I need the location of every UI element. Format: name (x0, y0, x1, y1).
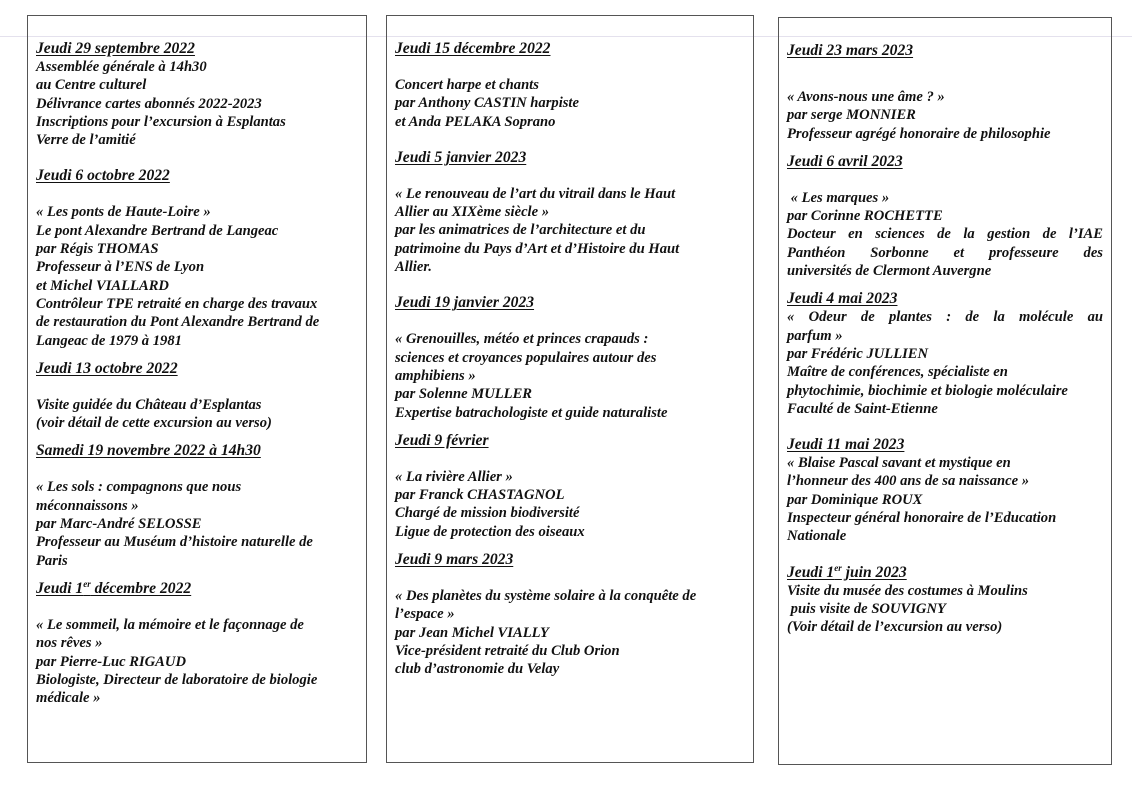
event-line: « Le renouveau de l’art du vitrail dans le Haut (395, 185, 676, 202)
event-entry (787, 42, 1103, 143)
event-line: « La rivière Allier » (395, 468, 513, 485)
event-line: phytochimie, biochimie et biologie moléculaire (787, 382, 1068, 399)
event-line: sciences et croyances populaires autour des (395, 349, 657, 366)
event-line: par Frédéric JULLIEN (787, 345, 929, 362)
event-line: puis visite de SOUVIGNY (787, 600, 946, 617)
event-line: Vice-président retraité du Club Orion (395, 642, 620, 659)
event-date: Samedi 19 novembre 2022 à 14h30 (36, 442, 261, 460)
event-line: « Les sols : compagnons que nous (36, 479, 242, 496)
event-line: au Centre culturel (36, 77, 147, 94)
event-line: « Des planètes du système solaire à la conquête de (395, 588, 697, 605)
event-line: « Le sommeil, la mémoire et le façonnage de (36, 616, 304, 633)
event-line: Inspecteur général honoraire de l’Education (787, 510, 1057, 527)
event-entry (36, 580, 358, 707)
event-line: Chargé de mission biodiversité (395, 505, 580, 522)
event-line: par les animatrices de l’architecture et du (395, 222, 646, 239)
event-line: par Régis THOMAS (36, 241, 159, 258)
event-entry (36, 360, 358, 433)
event-line: médicale » (36, 690, 101, 707)
event-entry (787, 290, 1103, 418)
event-line: « Grenouilles, météo et princes crapauds : (395, 331, 649, 348)
event-line: l’espace » (395, 606, 455, 623)
event-line: par Pierre-Luc RIGAUD (36, 653, 186, 670)
event-line: Assemblée générale à 14h30 (36, 59, 207, 75)
event-line: amphibiens » (395, 367, 476, 384)
program-column-1 (27, 15, 367, 763)
event-line: Expertise batrachologiste et guide naturaliste (395, 404, 668, 421)
event-line: « Blaise Pascal savant et mystique en (787, 455, 1011, 472)
event-line: Faculté de Saint-Etienne (787, 400, 938, 417)
event-line: Verre de l’amitié (36, 132, 136, 149)
event-line: par Anthony CASTIN harpiste (395, 95, 579, 112)
event-line: par Franck CHASTAGNOL (395, 487, 565, 504)
event-line: parfum » (787, 327, 843, 344)
event-line: (Voir détail de l’excursion au verso) (787, 619, 1003, 636)
event-line: et Anda PELAKA Soprano (395, 113, 556, 130)
event-entry (395, 432, 745, 541)
event-line: Paris (36, 552, 68, 569)
event-date: Jeudi 4 mai 2023 (787, 290, 898, 308)
event-date: Jeudi 11 mai 2023 (787, 436, 905, 454)
event-entry (36, 442, 358, 569)
event-line: club d’astronomie du Velay (395, 661, 560, 678)
event-line: (voir détail de cette excursion au verso) (36, 415, 272, 432)
event-date: Jeudi 1er décembre 2022 (36, 578, 192, 597)
event-line: Concert harpe et chants (395, 77, 539, 93)
event-line: Ligue de protection des oiseaux (395, 523, 585, 540)
event-date: Jeudi 6 octobre 2022 (36, 167, 170, 185)
event-date: Jeudi 1er juin 2023 (787, 562, 907, 581)
event-line: par Marc-André SELOSSE (36, 516, 202, 533)
event-line: Inscriptions pour l’excursion à Esplantas (36, 113, 286, 130)
event-line: par Solenne MULLER (395, 386, 533, 403)
event-line: Le pont Alexandre Bertrand de Langeac (36, 222, 279, 239)
event-date: Jeudi 9 février (395, 431, 489, 449)
event-line: « Les marques » (787, 189, 890, 206)
event-line: patrimoine du Pays d’Art et d’Histoire du Haut (395, 240, 680, 257)
event-line: Allier. (395, 259, 432, 276)
event-line: « Odeur de plantes : de la molécule au (787, 309, 1103, 326)
event-line: méconnaissons » (36, 497, 139, 514)
event-line: « Avons-nous une âme ? » (787, 89, 945, 105)
event-line: par Corinne ROCHETTE (787, 208, 943, 225)
event-line: Visite du musée des costumes à Moulins (787, 582, 1028, 599)
event-date: Jeudi 23 mars 2023 (787, 42, 914, 59)
event-line: Nationale (787, 528, 847, 545)
program-column-3 (778, 17, 1112, 765)
event-line: Docteur en sciences de la gestion de l’IAE (787, 226, 1103, 243)
event-line: Contrôleur TPE retraité en charge des travaux (36, 295, 318, 312)
event-entry (36, 40, 358, 149)
event-entry (395, 149, 745, 276)
event-line: l’honneur des 400 ans de sa naissance » (787, 473, 1030, 490)
event-date: Jeudi 19 janvier 2023 (395, 294, 535, 312)
event-line: de restauration du Pont Alexandre Bertrand de (36, 314, 320, 331)
program-column-2 (386, 15, 754, 763)
event-date: Jeudi 15 décembre 2022 (395, 40, 551, 57)
event-line: nos rêves » (36, 635, 103, 652)
event-entry (787, 564, 1103, 637)
event-line: par Dominique ROUX (787, 491, 923, 508)
event-line: universités de Clermont Auvergne (787, 263, 992, 280)
event-date: Jeudi 5 janvier 2023 (395, 148, 527, 166)
event-entry (395, 551, 745, 678)
event-line: Biologiste, Directeur de laboratoire de biologie (36, 671, 318, 688)
event-line: « Les ponts de Haute-Loire » (36, 204, 211, 221)
event-date: Jeudi 9 mars 2023 (395, 551, 514, 569)
event-line: Professeur au Muséum d’histoire naturelle de (36, 534, 313, 551)
event-line: Professeur agrégé honoraire de philosophie (787, 125, 1051, 142)
event-line: Allier au XIXème siècle » (395, 204, 550, 221)
event-date: Jeudi 29 septembre 2022 (36, 40, 195, 57)
event-line: Maître de conférences, spécialiste en (787, 364, 1008, 381)
ordinal-superscript: er (834, 562, 842, 573)
event-line: Professeur à l’ENS de Lyon (36, 259, 205, 276)
event-line: et Michel VIALLARD (36, 277, 169, 294)
event-entry (395, 40, 745, 131)
event-line: Langeac de 1979 à 1981 (36, 332, 182, 349)
event-line: par Jean Michel VIALLY (395, 624, 549, 641)
ordinal-superscript: er (83, 578, 91, 589)
event-line: Délivrance cartes abonnés 2022-2023 (36, 95, 262, 112)
event-line: par serge MONNIER (787, 107, 916, 124)
event-entry (395, 294, 745, 421)
event-line: Panthéon Sorbonne et professeure des (787, 244, 1103, 261)
event-date: Jeudi 6 avril 2023 (787, 152, 903, 170)
event-line: Visite guidée du Château d’Esplantas (36, 396, 262, 413)
event-entry (36, 167, 358, 349)
event-date: Jeudi 13 octobre 2022 (36, 359, 178, 377)
event-entry (787, 153, 1103, 280)
event-entry (787, 436, 1103, 545)
